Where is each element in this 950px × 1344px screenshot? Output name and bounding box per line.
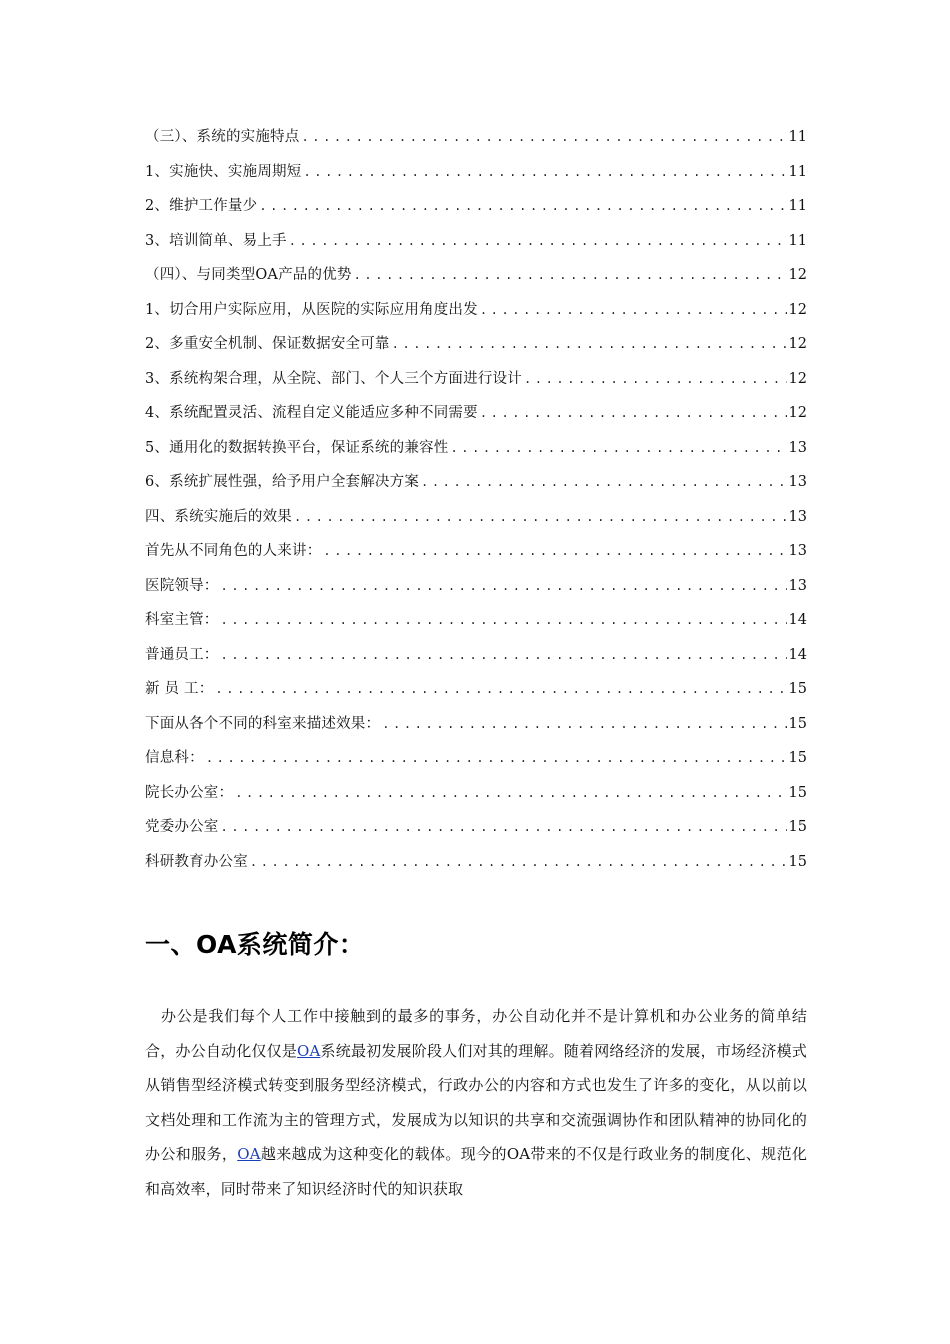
toc-page-number: 15 [788, 784, 807, 801]
toc-page-number: 12 [788, 301, 807, 318]
toc-page-number: 11 [788, 232, 807, 249]
toc-page-number: 15 [788, 715, 807, 732]
toc-entry[interactable] [145, 327, 807, 362]
paragraph-text: 越来越成为这种变化的载体。现今的OA带来的不仅是行政业务的制度化、规范化和高效率，同时带来了知识经济时代的知识获取 [145, 1145, 807, 1198]
toc-entry-label: 3、系统构架合理，从全院、部门、个人三个方面进行设计 [145, 370, 522, 387]
toc-entry-label: 4、系统配置灵活、流程自定义能适应多种不同需要 [145, 405, 478, 421]
toc-page-number: 13 [788, 577, 807, 594]
toc-dot-leader [303, 155, 786, 190]
toc-entry-label: 首先从不同角色的人来讲： [145, 543, 322, 559]
oa-link[interactable]: OA [237, 1145, 261, 1163]
toc-entry-label: 院长办公室： [145, 784, 234, 801]
toc-entry[interactable] [145, 362, 807, 397]
paragraph-text: 办公是我们每个人工作中接触到的最多的事务，办公自动化并不是计算机和办公业务的简单结合，办公自动化仅仅是 [145, 1007, 807, 1060]
toc-dot-leader [524, 362, 787, 397]
toc-entry[interactable] [145, 569, 807, 604]
toc-dot-leader [294, 500, 787, 535]
toc-page-number: 12 [788, 336, 807, 352]
toc-entry-label: （三）、系统的实施特点 [145, 129, 300, 145]
toc-dot-leader [206, 741, 787, 776]
toc-dot-leader [250, 845, 787, 880]
toc-dot-leader [354, 258, 787, 293]
toc-dot-leader [235, 776, 786, 811]
toc-entry[interactable] [145, 396, 807, 431]
toc-page-number: 12 [788, 405, 807, 421]
toc-entry[interactable] [145, 638, 807, 673]
toc-entry-label: 下面从各个不同的科室来描述效果： [145, 715, 381, 732]
toc-entry[interactable] [145, 431, 807, 466]
toc-dot-leader [323, 534, 786, 569]
toc-entry[interactable] [145, 534, 807, 569]
toc-dot-leader [221, 603, 787, 638]
toc-dot-leader [421, 465, 787, 500]
toc-entry-label: （四）、与同类型OA产品的优势 [145, 267, 352, 283]
toc-dot-leader [221, 810, 787, 845]
toc-page-number: 11 [788, 129, 807, 145]
document-page [145, 120, 807, 1206]
toc-entry[interactable] [145, 741, 807, 776]
toc-entry[interactable] [145, 224, 807, 259]
toc-entry-label: 党委办公室 [145, 819, 219, 835]
toc-page-number: 13 [788, 474, 807, 490]
toc-entry-label: 医院领导： [145, 577, 219, 594]
toc-entry[interactable] [145, 120, 807, 155]
toc-entry-label: 四、系统实施后的效果 [145, 508, 292, 525]
toc-dot-leader [259, 189, 786, 224]
toc-dot-leader [221, 638, 787, 673]
body-paragraph [145, 999, 807, 1206]
toc-page-number: 15 [788, 750, 807, 766]
toc-dot-leader [480, 293, 787, 328]
toc-entry[interactable] [145, 810, 807, 845]
toc-page-number: 15 [788, 819, 807, 835]
toc-entry-label: 1、切合用户实际应用，从医院的实际应用角度出发 [145, 301, 478, 318]
toc-page-number: 12 [788, 370, 807, 387]
toc-entry[interactable] [145, 293, 807, 328]
toc-entry[interactable] [145, 500, 807, 535]
toc-entry[interactable] [145, 258, 807, 293]
toc-page-number: 14 [788, 612, 807, 628]
toc-dot-leader [215, 672, 786, 707]
toc-entry-label: 科研教育办公室 [145, 853, 248, 870]
paragraph-text: 系统最初发展阶段人们对其的理解。随着网络经济的发展，市场经济模式从销售型经济模式转变到服务型经济模式，行政办公的内容和方式也发生了许多的变化，从以前以文档处理和工作流为主的管理方式，发展成为以知识的共享和交流强调协作和团队精神的协同化的办公和服务， [145, 1041, 807, 1163]
toc-entry-label: 新 员 工： [145, 681, 214, 697]
toc-entry[interactable] [145, 465, 807, 500]
toc-entry-label: 6、系统扩展性强，给予用户全套解决方案 [145, 474, 420, 490]
section-heading: 一、OA系统简介： [145, 930, 365, 959]
toc-entry-label: 1、实施快、实施周期短 [145, 163, 302, 180]
toc-entry[interactable] [145, 189, 807, 224]
toc-entry[interactable] [145, 603, 807, 638]
toc-dot-leader [392, 327, 787, 362]
toc-page-number: 14 [788, 646, 807, 663]
toc-dot-leader [301, 120, 786, 155]
toc-page-number: 11 [788, 198, 807, 214]
table-of-contents [145, 120, 807, 879]
toc-page-number: 13 [788, 439, 807, 456]
toc-entry[interactable] [145, 776, 807, 811]
toc-page-number: 15 [788, 853, 807, 870]
toc-dot-leader [382, 707, 786, 742]
toc-entry-label: 科室主管： [145, 612, 219, 628]
toc-dot-leader [450, 431, 786, 466]
toc-entry-label: 2、维护工作量少 [145, 198, 258, 214]
toc-page-number: 11 [788, 163, 807, 180]
toc-entry[interactable] [145, 155, 807, 190]
toc-dot-leader [221, 569, 787, 604]
toc-entry[interactable] [145, 845, 807, 880]
toc-entry-label: 3、培训简单、易上手 [145, 232, 287, 249]
toc-page-number: 13 [788, 543, 807, 559]
toc-page-number: 13 [788, 508, 807, 525]
toc-page-number: 12 [788, 267, 807, 283]
toc-entry-label: 普通员工： [145, 646, 219, 663]
toc-entry-label: 2、多重安全机制、保证数据安全可靠 [145, 336, 390, 352]
toc-entry[interactable] [145, 707, 807, 742]
toc-page-number: 15 [788, 681, 807, 697]
toc-entry-label: 信息科： [145, 750, 204, 766]
toc-dot-leader [480, 396, 787, 431]
toc-entry-label: 5、通用化的数据转换平台，保证系统的兼容性 [145, 439, 449, 456]
toc-entry[interactable] [145, 672, 807, 707]
oa-link[interactable]: OA [297, 1041, 321, 1060]
toc-dot-leader [289, 224, 787, 259]
